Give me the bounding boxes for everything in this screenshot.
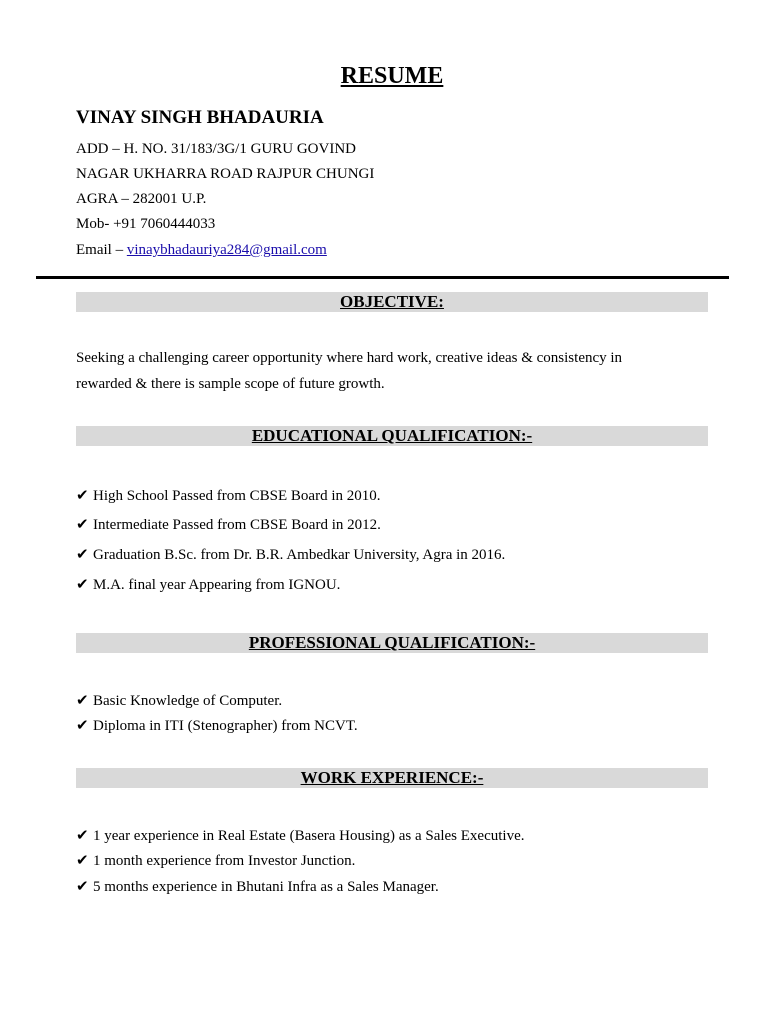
resume-title: RESUME xyxy=(340,63,444,89)
work-item xyxy=(76,877,439,897)
email-link[interactable]: vinaybhadauriya284@gmail.com xyxy=(126,242,327,258)
checkmark-icon: ✔ xyxy=(76,718,89,734)
mobile-number: Mob- +91 7060444033 xyxy=(76,216,216,232)
address-line-2: NAGAR UKHARRA ROAD RAJPUR CHUNGI xyxy=(76,166,375,182)
objective-heading: OBJECTIVE: xyxy=(76,292,708,312)
education-item-text: High School Passed from CBSE Board in 2010. xyxy=(93,488,381,504)
checkmark-icon: ✔ xyxy=(76,693,89,709)
work-heading: WORK EXPERIENCE:- xyxy=(76,768,708,788)
education-heading: EDUCATIONAL QUALIFICATION:- xyxy=(76,426,708,446)
address-line-1: ADD – H. NO. 31/183/3G/1 GURU GOVIND xyxy=(76,141,356,157)
checkmark-icon: ✔ xyxy=(76,577,89,593)
professional-item-text: Diploma in ITI (Stenographer) from NCVT. xyxy=(93,718,358,734)
candidate-name: VINAY SINGH BHADAURIA xyxy=(76,107,324,128)
email-line xyxy=(76,240,327,260)
objective-text: Seeking a challenging career opportunity where hard work, creative ideas & consistency in rewarded & there is sample scope of future growth. xyxy=(76,350,623,392)
checkmark-icon: ✔ xyxy=(76,828,89,844)
professional-item xyxy=(76,691,282,711)
professional-item xyxy=(76,716,358,736)
work-item-text: 1 year experience in Real Estate (Basera Housing) as a Sales Executive. xyxy=(93,828,525,844)
education-item xyxy=(76,575,340,595)
checkmark-icon: ✔ xyxy=(76,517,89,533)
education-item xyxy=(76,486,381,506)
work-item xyxy=(76,826,525,846)
email-label: Email – xyxy=(76,242,127,258)
education-item xyxy=(76,515,381,535)
checkmark-icon: ✔ xyxy=(76,853,89,869)
checkmark-icon: ✔ xyxy=(76,488,89,504)
education-item-text: Graduation B.Sc. from Dr. B.R. Ambedkar University, Agra in 2016. xyxy=(93,547,506,563)
education-item xyxy=(76,545,505,565)
professional-heading: PROFESSIONAL QUALIFICATION:- xyxy=(76,633,708,653)
header-divider xyxy=(36,276,729,279)
work-item xyxy=(76,851,355,871)
checkmark-icon: ✔ xyxy=(76,547,89,563)
professional-item-text: Basic Knowledge of Computer. xyxy=(93,693,283,709)
address-line-3: AGRA – 282001 U.P. xyxy=(76,191,207,207)
work-item-text: 5 months experience in Bhutani Infra as a Sales Manager. xyxy=(93,879,439,895)
work-item-text: 1 month experience from Investor Junction. xyxy=(93,853,356,869)
checkmark-icon: ✔ xyxy=(76,879,89,895)
education-item-text: M.A. final year Appearing from IGNOU. xyxy=(93,577,341,593)
education-item-text: Intermediate Passed from CBSE Board in 2012. xyxy=(93,517,381,533)
